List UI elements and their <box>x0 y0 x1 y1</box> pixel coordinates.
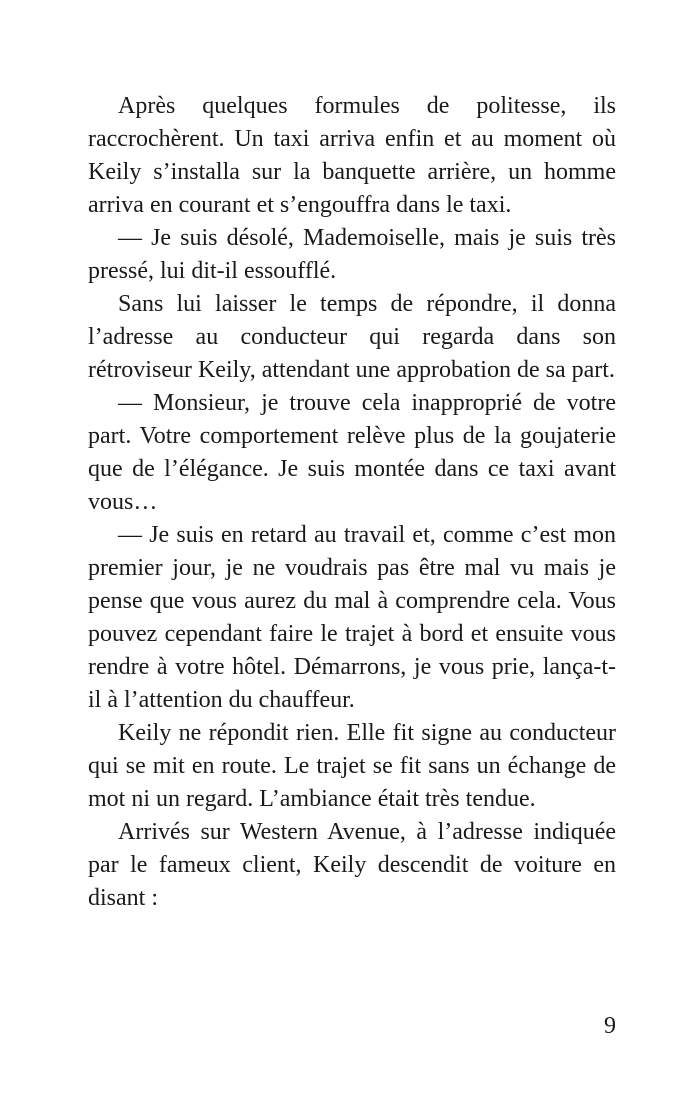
paragraph: Après quelques formules de politesse, ils raccrochèrent. Un taxi arriva enfin et au moment où Keily s’installa sur la banquette arrière, un homme arriva en courant et s’engouffra dans le taxi. <box>88 93 616 218</box>
page-number: 9 <box>604 1013 616 1039</box>
paragraph: Arrivés sur Western Avenue, à l’adresse indiquée par le fameux client, Keily descendit de voiture en disant : <box>88 819 616 911</box>
body-text <box>88 90 616 915</box>
paragraph: — Monsieur, je trouve cela inapproprié de votre part. Votre comportement relève plus de la goujaterie que de l’élégance. Je suis montée dans ce taxi avant vous… <box>88 390 616 515</box>
paragraph: — Je suis en retard au travail et, comme c’est mon premier jour, je ne voudrais pas être mal vu mais je pense que vous aurez du mal à comprendre cela. Vous pouvez cependant faire le trajet à bord et ensuite vous rendre à votre hôtel. Démarrons, je vous prie, lança-t-il à l’attention du chauffeur. <box>88 522 616 713</box>
paragraph: Sans lui laisser le temps de répondre, il donna l’adresse au conducteur qui regarda dans son rétroviseur Keily, attendant une approbation de sa part. <box>88 291 616 383</box>
paragraph: — Je suis désolé, Mademoiselle, mais je suis très pressé, lui dit-il essoufflé. <box>88 225 616 284</box>
paragraph: Keily ne répondit rien. Elle fit signe au conducteur qui se mit en route. Le trajet se fit sans un échange de mot ni un regard. L’ambiance était très tendue. <box>88 720 616 812</box>
